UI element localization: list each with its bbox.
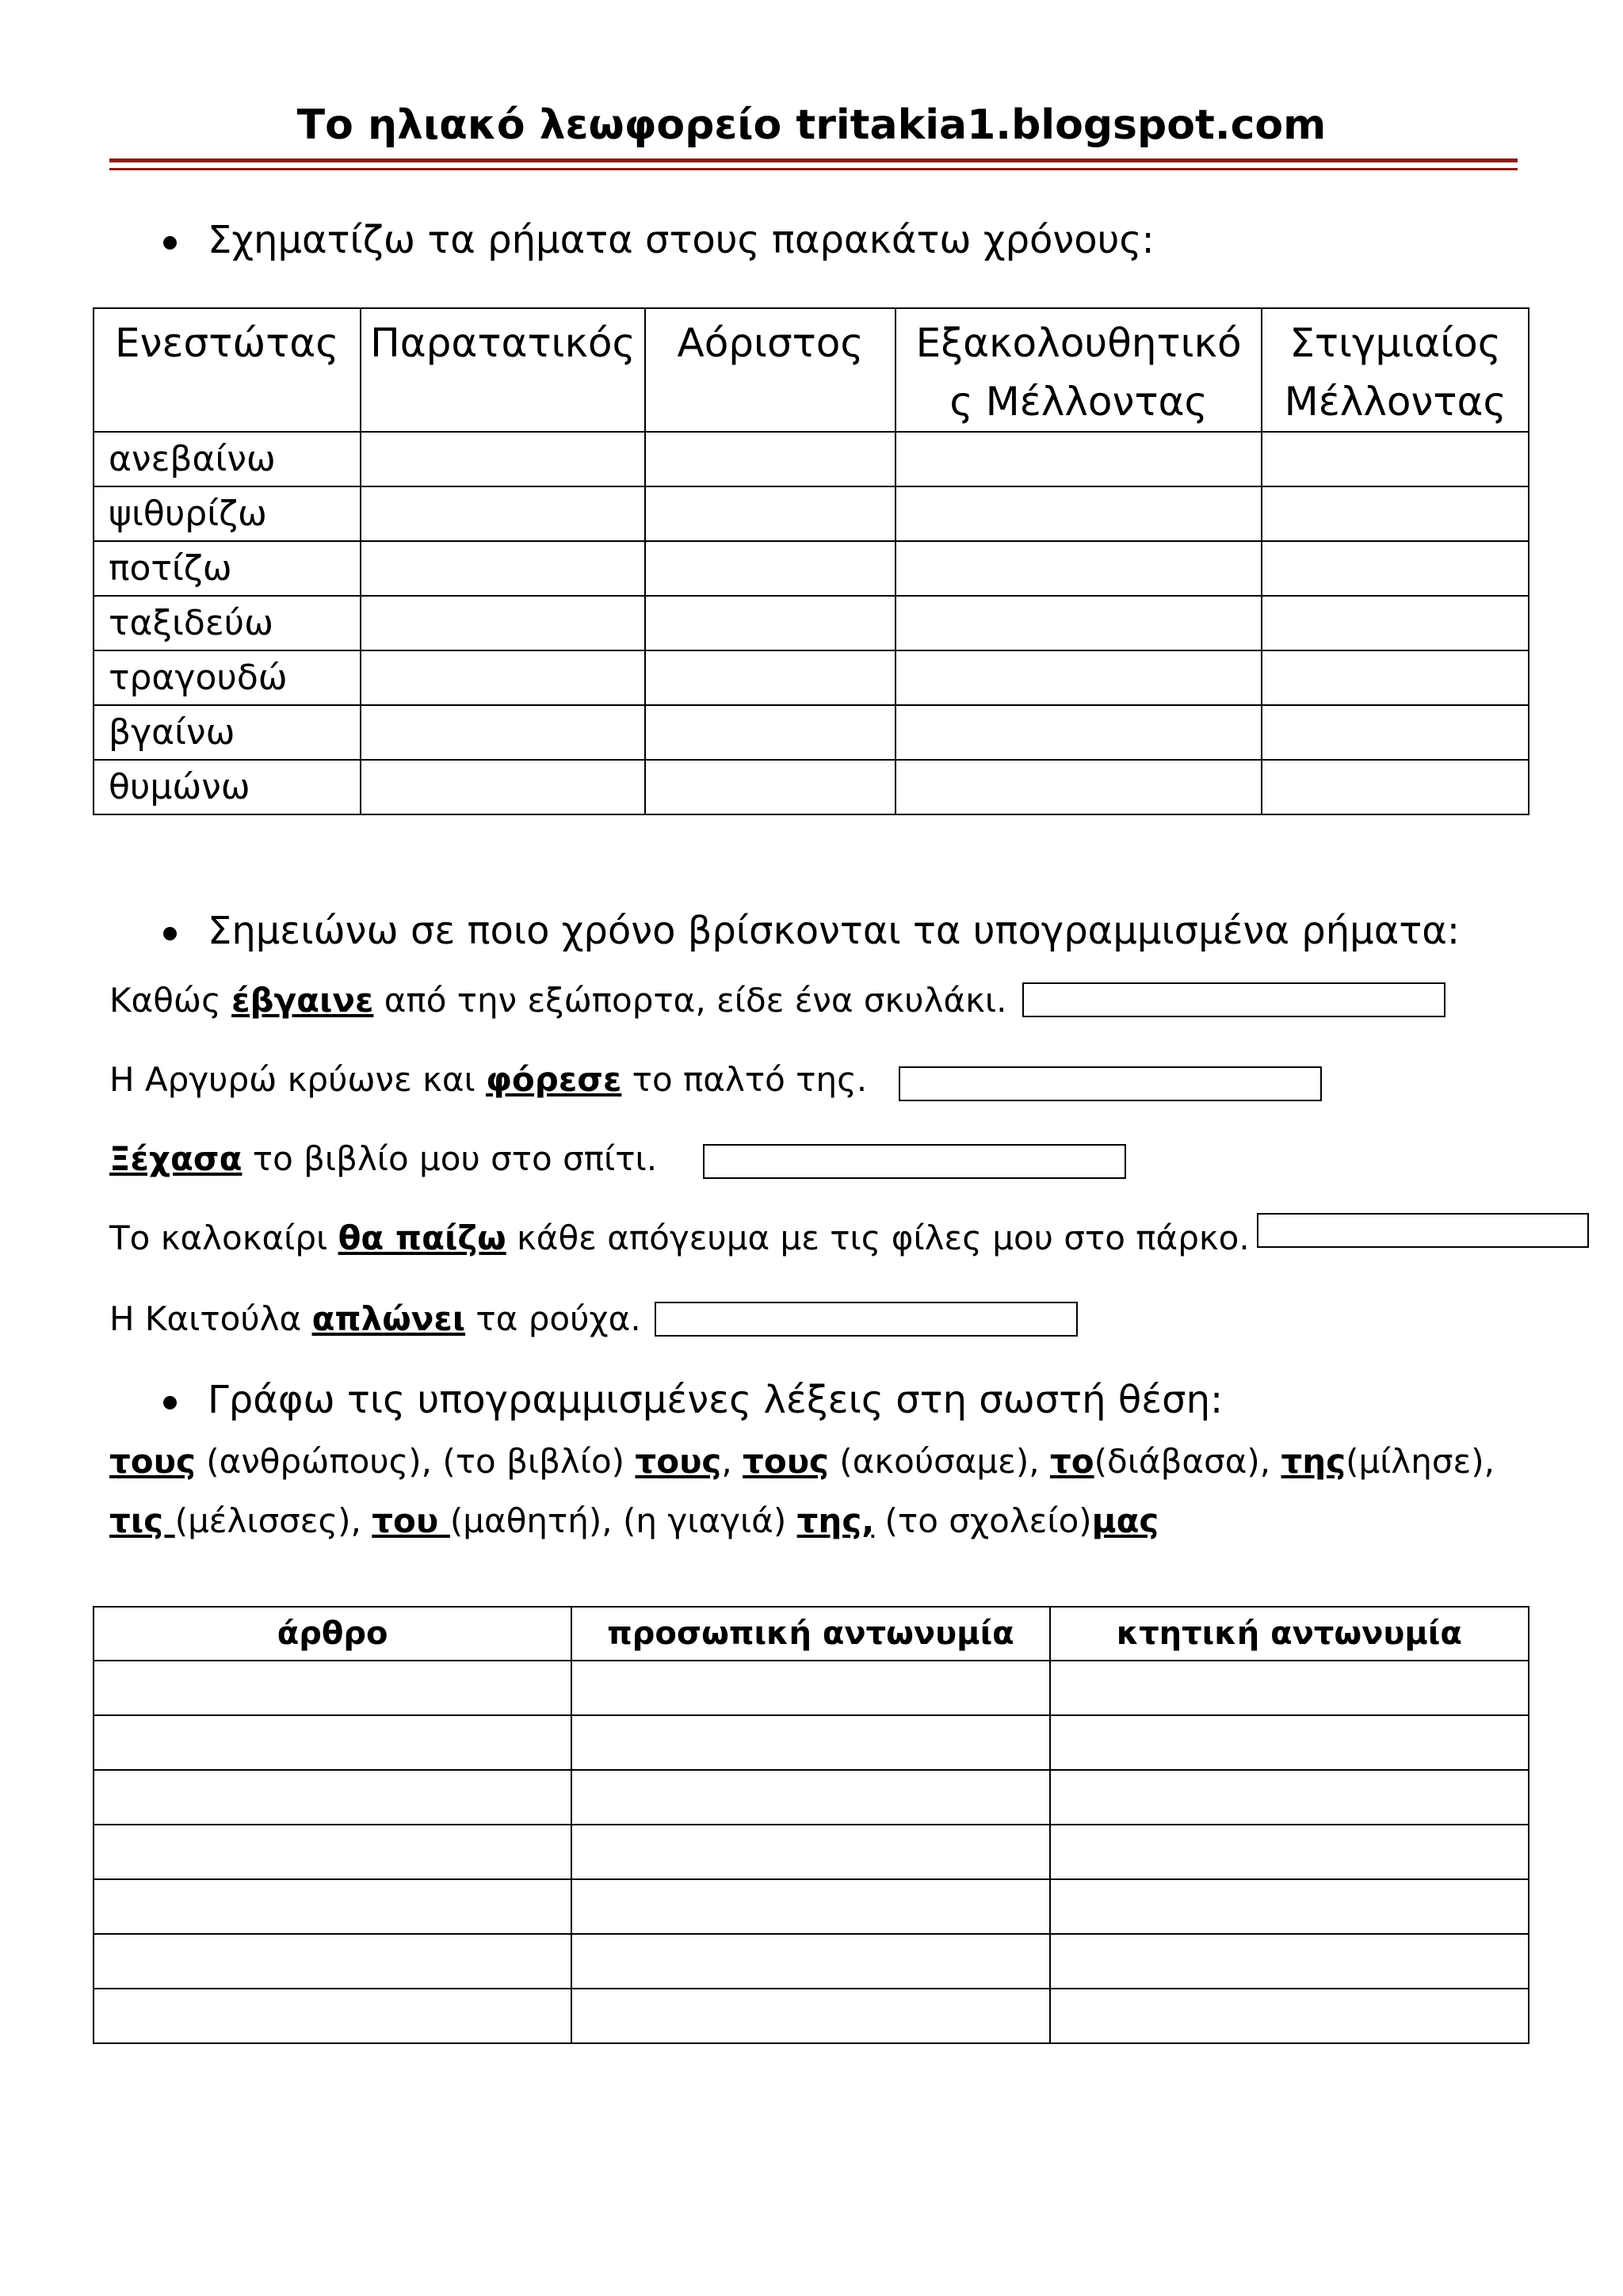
bullet-icon	[163, 1396, 177, 1409]
column-header-article: άρθρο	[94, 1607, 571, 1661]
answer-cell[interactable]	[94, 1989, 571, 2043]
pronoun-table	[93, 1606, 1529, 2044]
column-header-personal-pronoun: προσωπική αντωνυμία	[571, 1607, 1049, 1661]
answer-cell[interactable]	[94, 1879, 571, 1934]
answer-cell[interactable]	[361, 596, 646, 650]
answer-cell[interactable]	[571, 1715, 1049, 1770]
word-context: ,	[721, 1442, 743, 1481]
table-row	[94, 1879, 1529, 1934]
answer-cell[interactable]	[896, 650, 1262, 705]
underlined-word: τους	[109, 1442, 196, 1481]
words-line-1	[109, 1442, 1495, 1481]
table-row	[94, 541, 1529, 596]
underlined-word: της,	[796, 1501, 875, 1540]
answer-cell[interactable]	[896, 596, 1262, 650]
sentence-1	[109, 981, 1006, 1020]
sentence-text: Καθώς	[109, 981, 232, 1020]
table-row	[94, 596, 1529, 650]
answer-box-5[interactable]	[655, 1302, 1078, 1337]
column-header: Στιγμιαίος Μέλλοντας	[1262, 308, 1529, 432]
instruction-1: Σχηματίζω τα ρήματα στους παρακάτω χρόνους:	[208, 218, 1155, 262]
answer-cell[interactable]	[645, 596, 895, 650]
answer-cell[interactable]	[94, 1770, 571, 1825]
answer-cell[interactable]	[571, 1825, 1049, 1879]
table-header-row	[94, 308, 1529, 432]
table-row	[94, 1661, 1529, 1715]
sentence-2	[109, 1060, 867, 1099]
column-header: Εξακολουθητικό ς Μέλλοντας	[896, 308, 1262, 432]
bullet-icon	[163, 236, 177, 250]
word-context: (το σχολείο)	[874, 1501, 1092, 1540]
answer-cell[interactable]	[1262, 760, 1529, 814]
underlined-verb: απλώνει	[311, 1299, 466, 1338]
underlined-verb: Ξέχασα	[109, 1139, 242, 1178]
column-header: Αόριστος	[645, 308, 895, 432]
table-row	[94, 1715, 1529, 1770]
instruction-2: Σημειώνω σε ποιο χρόνο βρίσκονται τα υπογραμμισμένα ρήματα:	[208, 909, 1461, 953]
verb-cell: βγαίνω	[94, 705, 361, 760]
sentence-text: το παλτό της.	[621, 1060, 868, 1099]
underlined-word: το	[1049, 1442, 1094, 1481]
column-header-possessive-pronoun: κτητική αντωνυμία	[1050, 1607, 1529, 1661]
underlined-word: τις	[109, 1501, 175, 1540]
answer-cell[interactable]	[361, 650, 646, 705]
underlined-word: του	[372, 1501, 450, 1540]
sentence-4	[109, 1219, 1250, 1257]
sentence-text: Το καλοκαίρι	[109, 1219, 338, 1257]
sentence-text: Η Αργυρώ κρύωνε και	[109, 1060, 487, 1099]
word-context: (ακούσαμε),	[828, 1442, 1050, 1481]
answer-cell[interactable]	[1262, 486, 1529, 541]
answer-cell[interactable]	[571, 1934, 1049, 1989]
header-divider-thin	[109, 168, 1518, 170]
table-row	[94, 1989, 1529, 2043]
answer-cell[interactable]	[645, 432, 895, 486]
answer-cell[interactable]	[1262, 650, 1529, 705]
table-row	[94, 1770, 1529, 1825]
sentence-5	[109, 1299, 641, 1338]
underlined-verb: φόρεσε	[486, 1060, 622, 1099]
answer-cell[interactable]	[645, 705, 895, 760]
answer-cell[interactable]	[361, 705, 646, 760]
word-context: (διάβασα),	[1094, 1442, 1281, 1481]
page-title: Το ηλιακό λεωφορείο tritakia1.blogspot.com	[296, 101, 1327, 149]
answer-cell[interactable]	[361, 432, 646, 486]
table-header-row	[94, 1607, 1529, 1661]
instruction-3: Γράφω τις υπογραμμισμένες λέξεις στη σωστή θέση:	[208, 1378, 1224, 1422]
answer-cell[interactable]	[571, 1879, 1049, 1934]
sentence-text: Η Καιτούλα	[109, 1299, 312, 1338]
answer-cell[interactable]	[896, 541, 1262, 596]
table-row	[94, 705, 1529, 760]
answer-cell[interactable]	[1050, 1770, 1529, 1825]
underlined-word: μας	[1091, 1501, 1159, 1540]
underlined-word: τους	[743, 1442, 829, 1481]
answer-cell[interactable]	[571, 1770, 1049, 1825]
answer-cell[interactable]	[1262, 596, 1529, 650]
answer-box-3[interactable]	[703, 1144, 1126, 1179]
answer-cell[interactable]	[361, 541, 646, 596]
answer-cell[interactable]	[361, 486, 646, 541]
answer-cell[interactable]	[571, 1989, 1049, 2043]
answer-cell[interactable]	[645, 650, 895, 705]
answer-box-1[interactable]	[1022, 982, 1445, 1017]
answer-cell[interactable]	[361, 760, 646, 814]
word-context: (μαθητή), (η γιαγιά)	[449, 1501, 797, 1540]
answer-cell[interactable]	[1262, 705, 1529, 760]
column-header: Ενεστώτας	[94, 308, 361, 432]
answer-cell[interactable]	[94, 1715, 571, 1770]
table-row	[94, 650, 1529, 705]
word-context: (μίλησε),	[1346, 1442, 1495, 1481]
verb-cell: ποτίζω	[94, 541, 361, 596]
verb-cell: ψιθυρίζω	[94, 486, 361, 541]
header-divider	[109, 158, 1518, 162]
answer-cell[interactable]	[896, 705, 1262, 760]
underlined-verb: θα παίζω	[338, 1219, 506, 1257]
answer-cell[interactable]	[645, 760, 895, 814]
table-row	[94, 1825, 1529, 1879]
words-line-2	[109, 1501, 1159, 1540]
sentence-text: κάθε απόγευμα με τις φίλες μου στο πάρκο.	[506, 1219, 1250, 1257]
answer-cell[interactable]	[94, 1661, 571, 1715]
answer-box-2[interactable]	[899, 1066, 1322, 1101]
answer-cell[interactable]	[896, 486, 1262, 541]
underlined-word: τους	[635, 1442, 722, 1481]
verb-cell: ανεβαίνω	[94, 432, 361, 486]
answer-cell[interactable]	[896, 432, 1262, 486]
sentence-text: τα ρούχα.	[465, 1299, 641, 1338]
sentence-text: από την εξώπορτα, είδε ένα σκυλάκι.	[373, 981, 1007, 1020]
answer-cell[interactable]	[1050, 1934, 1529, 1989]
answer-cell[interactable]	[1050, 1715, 1529, 1770]
verb-cell: θυμώνω	[94, 760, 361, 814]
answer-cell[interactable]	[645, 486, 895, 541]
column-header: Παρατατικός	[361, 308, 646, 432]
verb-cell: τραγουδώ	[94, 650, 361, 705]
table-row	[94, 760, 1529, 814]
answer-box-4[interactable]	[1257, 1213, 1589, 1248]
answer-cell[interactable]	[1050, 1989, 1529, 2043]
sentence-3	[109, 1139, 657, 1178]
verb-tenses-table	[93, 307, 1529, 815]
table-row	[94, 432, 1529, 486]
answer-cell[interactable]	[94, 1934, 571, 1989]
answer-cell[interactable]	[1050, 1879, 1529, 1934]
answer-cell[interactable]	[571, 1661, 1049, 1715]
table-row	[94, 1934, 1529, 1989]
answer-cell[interactable]	[645, 541, 895, 596]
answer-cell[interactable]	[1050, 1661, 1529, 1715]
word-context: (μέλισσες),	[174, 1501, 372, 1540]
table-row	[94, 486, 1529, 541]
sentence-text: το βιβλίο μου στο σπίτι.	[242, 1139, 658, 1178]
word-context: (ανθρώπους), (το βιβλίο)	[195, 1442, 636, 1481]
answer-cell[interactable]	[1262, 432, 1529, 486]
answer-cell[interactable]	[896, 760, 1262, 814]
underlined-word: της	[1281, 1442, 1346, 1481]
answer-cell[interactable]	[94, 1825, 571, 1879]
verb-cell: ταξιδεύω	[94, 596, 361, 650]
underlined-verb: έβγαινε	[231, 981, 374, 1020]
answer-cell[interactable]	[1262, 541, 1529, 596]
answer-cell[interactable]	[1050, 1825, 1529, 1879]
bullet-icon	[163, 927, 177, 940]
